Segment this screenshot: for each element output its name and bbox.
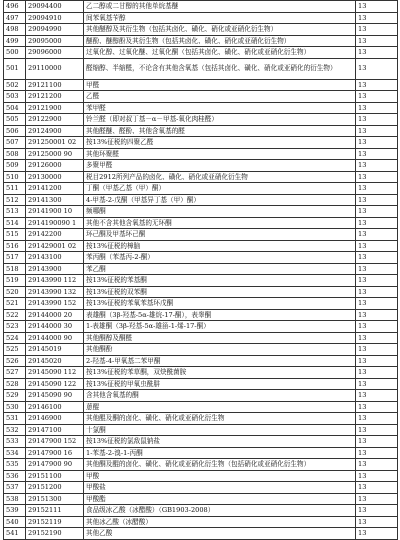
row-number: 500 xyxy=(4,47,26,59)
row-number: 539 xyxy=(4,505,26,517)
commodity-name: 按13%征税的甲氧虫酰肼 xyxy=(84,378,356,390)
commodity-code: 29152190 xyxy=(26,528,84,540)
rebate-rate: 13 xyxy=(356,298,398,310)
table-row xyxy=(4,528,398,540)
row-number: 510 xyxy=(4,171,26,183)
rebate-rate: 13 xyxy=(356,160,398,172)
table-row xyxy=(4,114,398,126)
commodity-name: 其他酮及醌的卤化、磺化、硝化或亚硝化衍生物（包括硝化或亚硝化衍生物） xyxy=(84,459,356,471)
commodity-name: 其他醚醇及其衍生物（包括其卤化、磺化、硝化或亚硝化衍生物） xyxy=(84,24,356,36)
rebate-rate: 13 xyxy=(356,252,398,264)
table-row xyxy=(4,482,398,494)
row-number: 520 xyxy=(4,286,26,298)
commodity-name: 其他乙酸 xyxy=(84,528,356,540)
commodity-name: 其他环聚醛 xyxy=(84,148,356,160)
table-row xyxy=(4,125,398,137)
table-row xyxy=(4,137,398,149)
rebate-rate: 13 xyxy=(356,447,398,459)
table-row xyxy=(4,447,398,459)
table-row xyxy=(4,493,398,505)
table-row xyxy=(4,252,398,264)
commodity-name: 4-甲基-2-戊酮（甲基异丁基（甲）酮） xyxy=(84,194,356,206)
commodity-code: 29145090 122 xyxy=(26,378,84,390)
commodity-name: 表雄酮（3β-羟基-5α-雄烷-17-酮），表睾酮 xyxy=(84,309,356,321)
table-body xyxy=(4,1,398,540)
rebate-rate: 13 xyxy=(356,183,398,195)
commodity-code: 29143990 132 xyxy=(26,286,84,298)
row-number: 526 xyxy=(4,355,26,367)
commodity-name: 环己酮及甲基环己酮 xyxy=(84,229,356,241)
table-row xyxy=(4,459,398,471)
commodity-code: 29145019 xyxy=(26,344,84,356)
row-number: 496 xyxy=(4,1,26,13)
table-row xyxy=(4,35,398,47)
commodity-name: 乙醛 xyxy=(84,91,356,103)
commodity-name: 1-表雄酮（3β-羟基-5α-雄甾-1-烯-17-酮） xyxy=(84,321,356,333)
row-number: 497 xyxy=(4,12,26,24)
commodity-code: 29130000 xyxy=(26,171,84,183)
table-row xyxy=(4,413,398,425)
table-row xyxy=(4,240,398,252)
rebate-rate: 13 xyxy=(356,401,398,413)
table-row xyxy=(4,378,398,390)
commodity-name: 其他不含其他含氧基的无环酮 xyxy=(84,217,356,229)
table-row xyxy=(4,160,398,172)
commodity-name: 苯甲醛 xyxy=(84,102,356,114)
commodity-name: 乙二醇或二甘醇的其他单烷基醚 xyxy=(84,1,356,13)
rebate-rate: 13 xyxy=(356,1,398,13)
commodity-name: 丁酮（甲基乙基（甲）酮） xyxy=(84,183,356,195)
row-number: 524 xyxy=(4,332,26,344)
row-number: 529 xyxy=(4,390,26,402)
commodity-code: 29144000 20 xyxy=(26,309,84,321)
table-row xyxy=(4,171,398,183)
row-number: 514 xyxy=(4,217,26,229)
table-row xyxy=(4,229,398,241)
table-row xyxy=(4,470,398,482)
commodity-code: 291429001 02 xyxy=(26,240,84,252)
commodity-code: 29146900 xyxy=(26,413,84,425)
rebate-rate: 13 xyxy=(356,367,398,379)
table-row xyxy=(4,194,398,206)
rebate-rate: 13 xyxy=(356,91,398,103)
rebate-rate: 13 xyxy=(356,148,398,160)
commodity-name: 甲酸 xyxy=(84,470,356,482)
commodity-code: 29143100 xyxy=(26,252,84,264)
commodity-name: 十氯酮 xyxy=(84,424,356,436)
commodity-name: 甲酸盐 xyxy=(84,482,356,494)
rebate-rate: 13 xyxy=(356,35,398,47)
rebate-rate: 13 xyxy=(356,321,398,333)
rebate-rate: 13 xyxy=(356,24,398,36)
rebate-rate: 13 xyxy=(356,229,398,241)
rebate-rate: 13 xyxy=(356,12,398,24)
commodity-code: 29151200 xyxy=(26,482,84,494)
commodity-code: 29141200 xyxy=(26,183,84,195)
rebate-rate: 13 xyxy=(356,125,398,137)
row-number: 517 xyxy=(4,252,26,264)
table-row xyxy=(4,91,398,103)
table-row xyxy=(4,275,398,287)
row-number: 518 xyxy=(4,263,26,275)
commodity-code: 29124900 xyxy=(26,125,84,137)
rebate-rate: 13 xyxy=(356,344,398,356)
commodity-name: 按13%征税的苯基酮 xyxy=(84,275,356,287)
table-row xyxy=(4,148,398,160)
commodity-name: 其他酮酚 xyxy=(84,344,356,356)
row-number: 508 xyxy=(4,148,26,160)
row-number: 540 xyxy=(4,516,26,528)
row-number: 519 xyxy=(4,275,26,287)
commodity-code: 29094910 xyxy=(26,12,84,24)
rebate-rate: 13 xyxy=(356,355,398,367)
table-row xyxy=(4,516,398,528)
row-number: 516 xyxy=(4,240,26,252)
row-number: 521 xyxy=(4,298,26,310)
commodity-code: 29096000 xyxy=(26,47,84,59)
commodity-name: 醚酚、醚醇酚及其衍生物（包括其卤化、磺化、硝化或亚硝化衍生物） xyxy=(84,35,356,47)
commodity-code: 29151300 xyxy=(26,493,84,505)
commodity-name: 其他醛醚、醛酚、其他含氧基的醛 xyxy=(84,125,356,137)
table-row xyxy=(4,1,398,13)
row-number: 532 xyxy=(4,424,26,436)
commodity-code: 29094990 xyxy=(26,24,84,36)
commodity-name: 其他酮醇及酮醛 xyxy=(84,332,356,344)
row-number: 541 xyxy=(4,528,26,540)
rebate-rate: 13 xyxy=(356,309,398,321)
row-number: 505 xyxy=(4,114,26,126)
commodity-name: 按13%征税的樟脑 xyxy=(84,240,356,252)
row-number: 523 xyxy=(4,321,26,333)
row-number: 513 xyxy=(4,206,26,218)
rebate-rate: 13 xyxy=(356,58,398,79)
commodity-code: 29145020 xyxy=(26,355,84,367)
commodity-code: 29121100 xyxy=(26,79,84,91)
row-number: 536 xyxy=(4,470,26,482)
commodity-name: 多聚甲醛 xyxy=(84,160,356,172)
commodity-name: 蒽醌 xyxy=(84,401,356,413)
table-row xyxy=(4,79,398,91)
commodity-name: 间苯氧基苄醇 xyxy=(84,12,356,24)
commodity-name: 按13%征税的氯敌鼠钠盐 xyxy=(84,436,356,448)
rebate-rate: 13 xyxy=(356,240,398,252)
commodity-code: 29095000 xyxy=(26,35,84,47)
commodity-code: 29147100 xyxy=(26,424,84,436)
row-number: 498 xyxy=(4,24,26,36)
rebate-rate: 13 xyxy=(356,378,398,390)
row-number: 535 xyxy=(4,459,26,471)
rebate-rate: 13 xyxy=(356,493,398,505)
commodity-code: 29143900 xyxy=(26,263,84,275)
table-row xyxy=(4,58,398,79)
commodity-code: 29152119 xyxy=(26,516,84,528)
row-number: 501 xyxy=(4,58,26,79)
commodity-code: 29094400 xyxy=(26,1,84,13)
rebate-rate: 13 xyxy=(356,171,398,183)
row-number: 537 xyxy=(4,482,26,494)
commodity-code: 29143990 152 xyxy=(26,298,84,310)
table-row xyxy=(4,47,398,59)
rebate-rate: 13 xyxy=(356,436,398,448)
commodity-name: 按13%征税的苯草酮，双炔酰菌胺 xyxy=(84,367,356,379)
row-number: 515 xyxy=(4,229,26,241)
row-number: 509 xyxy=(4,160,26,172)
commodity-name: 税目2912所列产品的卤化、磺化、硝化或亚硝化衍生物 xyxy=(84,171,356,183)
commodity-name: 其他醌及酮的卤化、磺化、硝化或亚硝化衍生物 xyxy=(84,413,356,425)
table-row xyxy=(4,309,398,321)
commodity-name: 含其他含氧基的酮 xyxy=(84,390,356,402)
row-number: 502 xyxy=(4,79,26,91)
table-row xyxy=(4,286,398,298)
row-number: 504 xyxy=(4,102,26,114)
rebate-rate: 13 xyxy=(356,137,398,149)
row-number: 507 xyxy=(4,137,26,149)
table-row xyxy=(4,263,398,275)
row-number: 534 xyxy=(4,447,26,459)
row-number: 528 xyxy=(4,378,26,390)
table-row xyxy=(4,217,398,229)
rebate-rate: 13 xyxy=(356,528,398,540)
row-number: 533 xyxy=(4,436,26,448)
rebate-rate: 13 xyxy=(356,275,398,287)
rebate-rate: 13 xyxy=(356,390,398,402)
table-row xyxy=(4,321,398,333)
commodity-code: 29121200 xyxy=(26,91,84,103)
commodity-code: 29126000 xyxy=(26,160,84,172)
commodity-code: 2914190090 1 xyxy=(26,217,84,229)
commodity-name: 2-羟基-4-甲氧基二苯甲酮 xyxy=(84,355,356,367)
table-row xyxy=(4,355,398,367)
row-number: 499 xyxy=(4,35,26,47)
row-number: 522 xyxy=(4,309,26,321)
table-row xyxy=(4,298,398,310)
commodity-name: 按13%征税的双苯酮 xyxy=(84,286,356,298)
commodity-code: 29125000 90 xyxy=(26,148,84,160)
commodity-code: 29121900 xyxy=(26,102,84,114)
commodity-name: 食品级冰乙酸（冰醋酸）（GB1903-2008） xyxy=(84,505,356,517)
commodity-code: 29146100 xyxy=(26,401,84,413)
rebate-rate: 13 xyxy=(356,516,398,528)
commodity-name: 频哪酮 xyxy=(84,206,356,218)
table-row xyxy=(4,12,398,24)
commodity-code: 29122900 xyxy=(26,114,84,126)
commodity-name: 苯乙酮 xyxy=(84,263,356,275)
table-row xyxy=(4,390,398,402)
tariff-table xyxy=(3,0,398,540)
rebate-rate: 13 xyxy=(356,459,398,471)
commodity-name: 1-苯基-2-溴-1-丙酮 xyxy=(84,447,356,459)
commodity-name: 醛缩醇、半缩醛，不论含有其他含氧基（包括其卤化、磺化、硝化或亚硝化的衍生物） xyxy=(84,58,356,79)
commodity-code: 29145090 112 xyxy=(26,367,84,379)
rebate-rate: 13 xyxy=(356,206,398,218)
table-row xyxy=(4,344,398,356)
commodity-code: 29147900 90 xyxy=(26,459,84,471)
commodity-name: 甲酸酯 xyxy=(84,493,356,505)
rebate-rate: 13 xyxy=(356,102,398,114)
commodity-code: 29144000 30 xyxy=(26,321,84,333)
commodity-name: 苯丙酮（苯基丙-2-酮） xyxy=(84,252,356,264)
rebate-rate: 13 xyxy=(356,114,398,126)
table-row xyxy=(4,102,398,114)
commodity-name: 铃兰醛（即对叔丁基－α－甲基-氧化肉桂醛） xyxy=(84,114,356,126)
rebate-rate: 13 xyxy=(356,286,398,298)
commodity-code: 29144000 90 xyxy=(26,332,84,344)
table-row xyxy=(4,505,398,517)
commodity-code: 29142200 xyxy=(26,229,84,241)
commodity-name: 按13%征税的苯氧苯基环戊酮 xyxy=(84,298,356,310)
rebate-rate: 13 xyxy=(356,217,398,229)
commodity-code: 291250001 02 xyxy=(26,137,84,149)
table-row xyxy=(4,436,398,448)
rebate-rate: 13 xyxy=(356,263,398,275)
row-number: 512 xyxy=(4,194,26,206)
row-number: 503 xyxy=(4,91,26,103)
commodity-code: 29145090 90 xyxy=(26,390,84,402)
table-row xyxy=(4,183,398,195)
commodity-name: 其他冰乙酸（冰醋酸） xyxy=(84,516,356,528)
rebate-rate: 13 xyxy=(356,424,398,436)
row-number: 525 xyxy=(4,344,26,356)
row-number: 511 xyxy=(4,183,26,195)
row-number: 538 xyxy=(4,493,26,505)
commodity-code: 29141300 xyxy=(26,194,84,206)
rebate-rate: 13 xyxy=(356,79,398,91)
commodity-name: 按13%征税的四聚乙醛 xyxy=(84,137,356,149)
commodity-code: 29151100 xyxy=(26,470,84,482)
row-number: 531 xyxy=(4,413,26,425)
table-row xyxy=(4,424,398,436)
table-row xyxy=(4,332,398,344)
rebate-rate: 13 xyxy=(356,47,398,59)
row-number: 506 xyxy=(4,125,26,137)
rebate-rate: 13 xyxy=(356,482,398,494)
rebate-rate: 13 xyxy=(356,332,398,344)
commodity-name: 过氧化醇、过氧化醚、过氧化酮（包括其卤化、磺化、硝化或亚硝化衍生物） xyxy=(84,47,356,59)
commodity-code: 29147900 16 xyxy=(26,447,84,459)
commodity-code: 29152111 xyxy=(26,505,84,517)
table-row xyxy=(4,367,398,379)
commodity-name: 甲醛 xyxy=(84,79,356,91)
row-number: 530 xyxy=(4,401,26,413)
table-row xyxy=(4,24,398,36)
rebate-rate: 13 xyxy=(356,505,398,517)
table-row xyxy=(4,206,398,218)
commodity-code: 29110000 xyxy=(26,58,84,79)
row-number: 527 xyxy=(4,367,26,379)
rebate-rate: 13 xyxy=(356,194,398,206)
rebate-rate: 13 xyxy=(356,413,398,425)
table-row xyxy=(4,401,398,413)
commodity-code: 29141900 10 xyxy=(26,206,84,218)
rebate-rate: 13 xyxy=(356,470,398,482)
commodity-code: 29147900 152 xyxy=(26,436,84,448)
commodity-code: 29143990 112 xyxy=(26,275,84,287)
